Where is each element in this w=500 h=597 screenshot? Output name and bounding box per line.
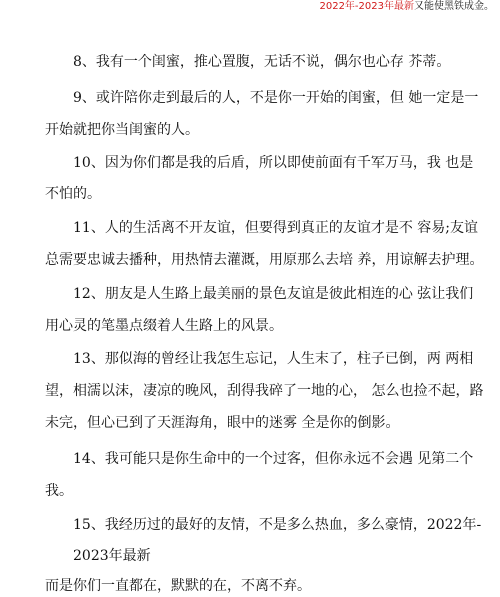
paragraph-10-line-2: 不怕的。 bbox=[45, 186, 101, 202]
paragraph-13-line-2: 望，相濡以沫，凄凉的晚风，刮得我碎了一地的心， 怎么也捡不起，路 bbox=[45, 383, 484, 399]
header-year-text: 2022年-2023年最新 bbox=[319, 1, 414, 12]
paragraph-14-line-1: 14、我可能只是你生命中的一个过客，但你永远不会遇 见第二个 bbox=[73, 451, 474, 467]
paragraph-11-line-2: 总需要忠诚去播种，用热情去灌溉，用原那么去培 养，用谅解去护理。 bbox=[45, 252, 484, 268]
paragraph-11-line-1: 11、人的生活离不开友谊，但要得到真正的友谊才是不 容易;友谊 bbox=[73, 220, 478, 236]
paragraph-9-line-2: 开始就把你当闺蜜的人。 bbox=[45, 122, 199, 138]
paragraph-15-line-3: 而是你们一直都在，默默的在，不离不弃。 bbox=[45, 578, 311, 594]
paragraph-12-line-2: 用心灵的笔墨点缀着人生路上的风景。 bbox=[45, 318, 283, 334]
paragraph-12-line-1: 12、朋友是人生路上最美丽的景色友谊是彼此相连的心 弦让我们 bbox=[73, 286, 474, 302]
header-tagline: 又能使黑铁成金。 bbox=[414, 1, 494, 12]
paragraph-8-line-1: 8、我有一个闺蜜，推心置腹，无话不说，偶尔也心存 芥蒂。 bbox=[73, 54, 451, 70]
paragraph-15-line-1: 15、我经历过的最好的友情，不是多么热血，多么豪情，2022年- bbox=[73, 517, 482, 533]
paragraph-13-line-1: 13、那似海的曾经让我怎生忘记，人生末了，柱子已倒，两 两相 bbox=[73, 351, 474, 367]
paragraph-9-line-1: 9、或许陪你走到最后的人，不是你一开始的闺蜜，但 她一定是一 bbox=[73, 90, 479, 106]
paragraph-13-line-3: 未完，但心已到了天涯海角，眼中的迷雾 全是你的倒影。 bbox=[45, 415, 400, 431]
paragraph-15-year-watermark: 2023年最新 bbox=[73, 548, 151, 564]
page-header bbox=[319, 0, 494, 13]
paragraph-10-line-1: 10、因为你们都是我的后盾，所以即使前面有千军万马，我 也是 bbox=[73, 155, 474, 171]
paragraph-14-line-2: 我。 bbox=[45, 483, 73, 499]
